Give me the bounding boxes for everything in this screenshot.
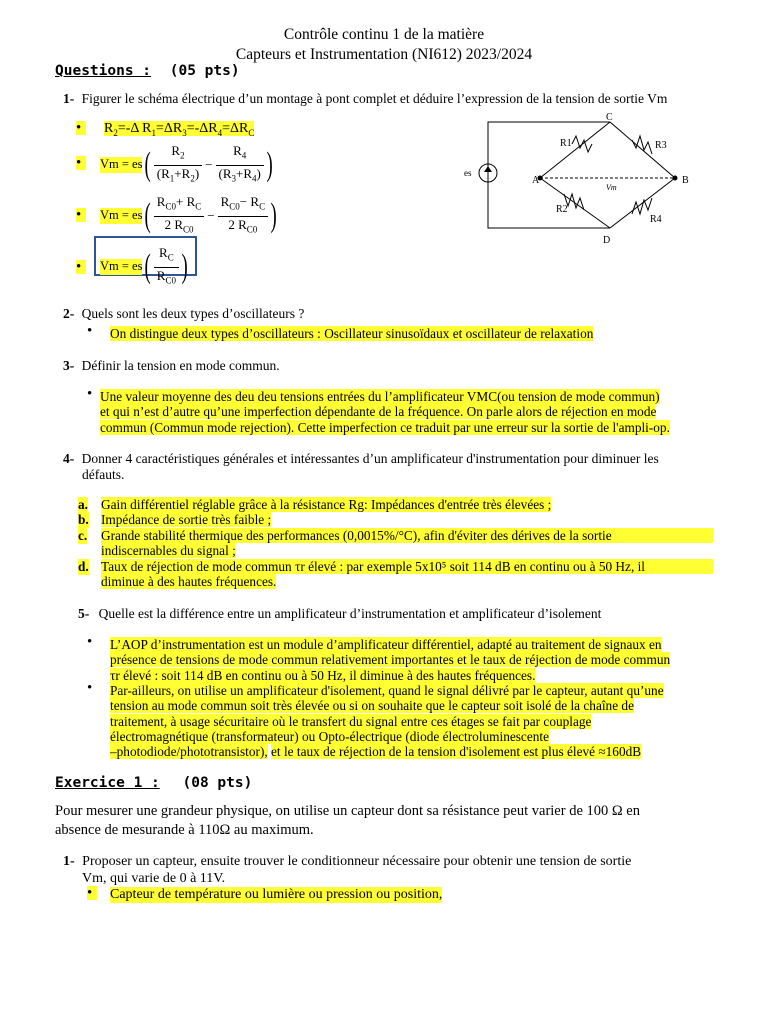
question-number: 4- [63, 451, 75, 466]
item-label: d. [78, 559, 89, 574]
q4-item-d [101, 559, 713, 590]
fraction: $\frac{R_2}{(R_1+R_2)}$ [154, 143, 202, 186]
question-number: 2- [63, 306, 75, 321]
answer-line: et le taux de réjection de la tension d'isolement est plus élevé ≈160dB [271, 744, 642, 760]
question-text: Vm, qui varie de 0 à 11V. [82, 871, 226, 886]
answer-line: traitement, à usage sécuritaire où le transfert du signal entre ces étages se fait par couplage [110, 713, 592, 729]
answer-q3 [100, 389, 670, 435]
exercise-1-question-1 [63, 853, 631, 887]
item-label: c. [78, 528, 88, 543]
question-number: 1- [63, 854, 75, 869]
question-5 [78, 606, 601, 622]
answer-line: commun (Commun mode rejection). Cette imperfection ce traduit par une erreur sur la sortie de l'ampli-op. [100, 419, 670, 435]
questions-points: (05 pts) [169, 63, 240, 79]
node-b-dot [673, 176, 678, 181]
question-4 [63, 451, 723, 482]
vm-lhs: Vm = es [100, 157, 143, 172]
question-text: défauts. [82, 466, 125, 482]
questions-label: Questions : [55, 63, 152, 79]
answer-line: électromagnétique (transformateur) ou Opto-électrique (diode électroluminescente [110, 728, 549, 744]
questions-heading [55, 64, 240, 80]
r4-label: R4 [650, 214, 662, 225]
r3-label: R3 [655, 140, 667, 151]
node-c-label: C [606, 112, 613, 123]
answer-q5-1 [110, 637, 714, 683]
source-arrow [484, 166, 492, 172]
bullet-dot: • [87, 634, 93, 650]
question-text: Proposer un capteur, ensuite trouver le conditionneur nécessaire pour obtenir une tension de sortie [82, 854, 632, 869]
paren-open: ( [145, 248, 152, 285]
answer-q5-2 [110, 683, 714, 759]
node-d-label: D [603, 235, 611, 246]
answer-line: présence de tensions de mode commun relativement importantes et le taux de réjection de mode commun [110, 652, 671, 668]
node-b-label: B [682, 175, 689, 186]
answer-q2: On distingue deux types d’oscillateurs : Oscillateur sinusoïdaux et oscillateur de relaxation [110, 326, 594, 341]
exercise-1-points: (08 pts) [182, 775, 253, 791]
question-text: Définir la tension en mode commun. [81, 358, 280, 373]
node-a-label: A [532, 175, 540, 186]
vm-label: Vm [606, 183, 617, 192]
bullet-dot: • [76, 156, 86, 170]
wheatstone-bridge-diagram [460, 110, 710, 250]
question-number: 5- [78, 606, 90, 621]
fraction: $\frac{R_{C0}+ R_C}{2 R_{C0}}$ [154, 194, 204, 237]
fraction: $\frac{R_4}{(R_3+R_4)}$ [216, 143, 264, 186]
q4-item-a: Gain différentiel réglable grâce à la résistance Rg: Impédances d'entrée très élevées ; [101, 497, 552, 512]
bullet-dot: • [76, 208, 86, 222]
paren-open: ( [145, 146, 152, 183]
fraction: $\frac{R_{C0}- R_C}{2 R_{C0}}$ [218, 194, 268, 237]
intro-line: absence de mesurande à 110Ω au maximum. [55, 821, 314, 838]
r1-label: R1 [560, 138, 572, 149]
question-1 [63, 91, 667, 107]
vm-equation-3 [100, 245, 190, 289]
doc-title-line1: Contrôle continu 1 de la matière [283, 26, 485, 43]
question-text: Quels sont les deux types d’oscillateurs ? [81, 306, 305, 321]
item-line: indiscernables du signal ; [101, 543, 236, 559]
answer-line: Une valeur moyenne des deu deu tensions entrées du l’amplificateur VMC(ou tension de mode commun) [100, 389, 660, 404]
item-label: a. [78, 497, 88, 512]
exercise-1-label: Exercice 1 : [55, 775, 160, 791]
bullet-dot: • [87, 886, 97, 900]
question-number: 1- [63, 91, 75, 106]
question-number: 3- [63, 358, 75, 373]
paren-open: ( [145, 197, 152, 234]
question-2 [63, 306, 304, 322]
bridge-condition-text: $R_2=-\Delta$ $R_1=\Delta R_3=-\Delta R_4=\Delta R_C$ [104, 121, 255, 138]
paren-close: ) [181, 248, 188, 285]
resistor-r3 [632, 136, 652, 154]
answer-line: Par-ailleurs, on utilise un amplificateur d'isolement, quand le signal délivré par le capteur, autant qu’une [110, 683, 664, 698]
item-line: Grande stabilité thermique des performances (0,0015%/°C), afin d'éviter des dérives de la sortie [101, 528, 713, 543]
bridge-condition [104, 121, 254, 141]
vm-lhs: Vm = es [100, 259, 143, 274]
bullet-dot: • [76, 121, 86, 135]
exercise-1-heading [55, 776, 252, 792]
vm-equation-2: Vm = es ( $\frac{R_{C0}+ R_C}{2 R_{C0}}$ − $\frac{R_{C0}- R_C}{2 R_{C0}}$ ) [100, 194, 279, 238]
bullet-dot: • [87, 386, 93, 402]
answer-line: et qui n’est d’autre qu’une imperfection dépendante de la fréquence. On parle alors de réjection en mode [100, 404, 657, 420]
question-text: Quelle est la différence entre un amplificateur d’instrumentation et amplificateur d’isolement [98, 606, 602, 621]
answer-line: L’AOP d’instrumentation est un module d’amplificateur différentiel, adapté au traitement de signaux en [110, 637, 662, 652]
paren-close: ) [266, 146, 273, 183]
r2-label: R2 [556, 204, 568, 215]
question-text: Donner 4 caractéristiques générales et intéressantes d’un amplificateur d'instrumentation pour diminuer les [81, 451, 659, 466]
question-3 [63, 358, 280, 374]
outer-wire [488, 122, 610, 228]
paren-close: ) [270, 197, 277, 234]
answer-line: –photodiode/phototransistor), [110, 744, 268, 760]
source-label: es [464, 168, 472, 178]
vm-lhs: Vm = es [100, 208, 143, 223]
answer-ex1-q1: Capteur de température ou lumière ou pression ou position, [110, 887, 443, 902]
resistor-r4 [632, 198, 652, 214]
question-text: Figurer le schéma électrique d’un montage à pont complet et déduire l’expression de la tension de sortie Vm [81, 91, 668, 106]
item-line: Taux de réjection de mode commun τr élevé : par exemple 5x10⁵ soit 114 dB en continu ou à 50 Hz, il [101, 559, 713, 574]
bullet-dot: • [87, 680, 93, 696]
answer-line: tension au mode commun soit très élevée ou si on souhaite que le capteur soit isolé de la chaîne de [110, 698, 634, 714]
q4-item-c [101, 528, 713, 559]
intro-line: Pour mesurer une grandeur physique, on utilise un capteur dont sa résistance peut varier de 100 Ω en [55, 803, 640, 819]
exercise-1-intro [55, 802, 640, 839]
bullet-dot: • [76, 260, 86, 274]
answer-line: τr élevé : soit 114 dB en continu ou à 50 Hz, il diminue à des hautes fréquences. [110, 667, 536, 683]
q4-item-b: Impédance de sortie très faible ; [101, 512, 272, 527]
fraction: $\frac{R_C}{R_{C0}}$ [154, 245, 179, 288]
item-line: diminue à des hautes fréquences. [101, 574, 277, 590]
item-label: b. [78, 512, 89, 527]
bullet-dot: • [87, 323, 93, 339]
vm-equation-1: Vm = es ( $\frac{R_2}{(R_1+R_2)}$ − $\frac{R_4}{(R_3+R_4)}$ ) [100, 143, 275, 187]
doc-title-line2: Capteurs et Instrumentation (NI612) 2023/2024 [235, 46, 533, 63]
